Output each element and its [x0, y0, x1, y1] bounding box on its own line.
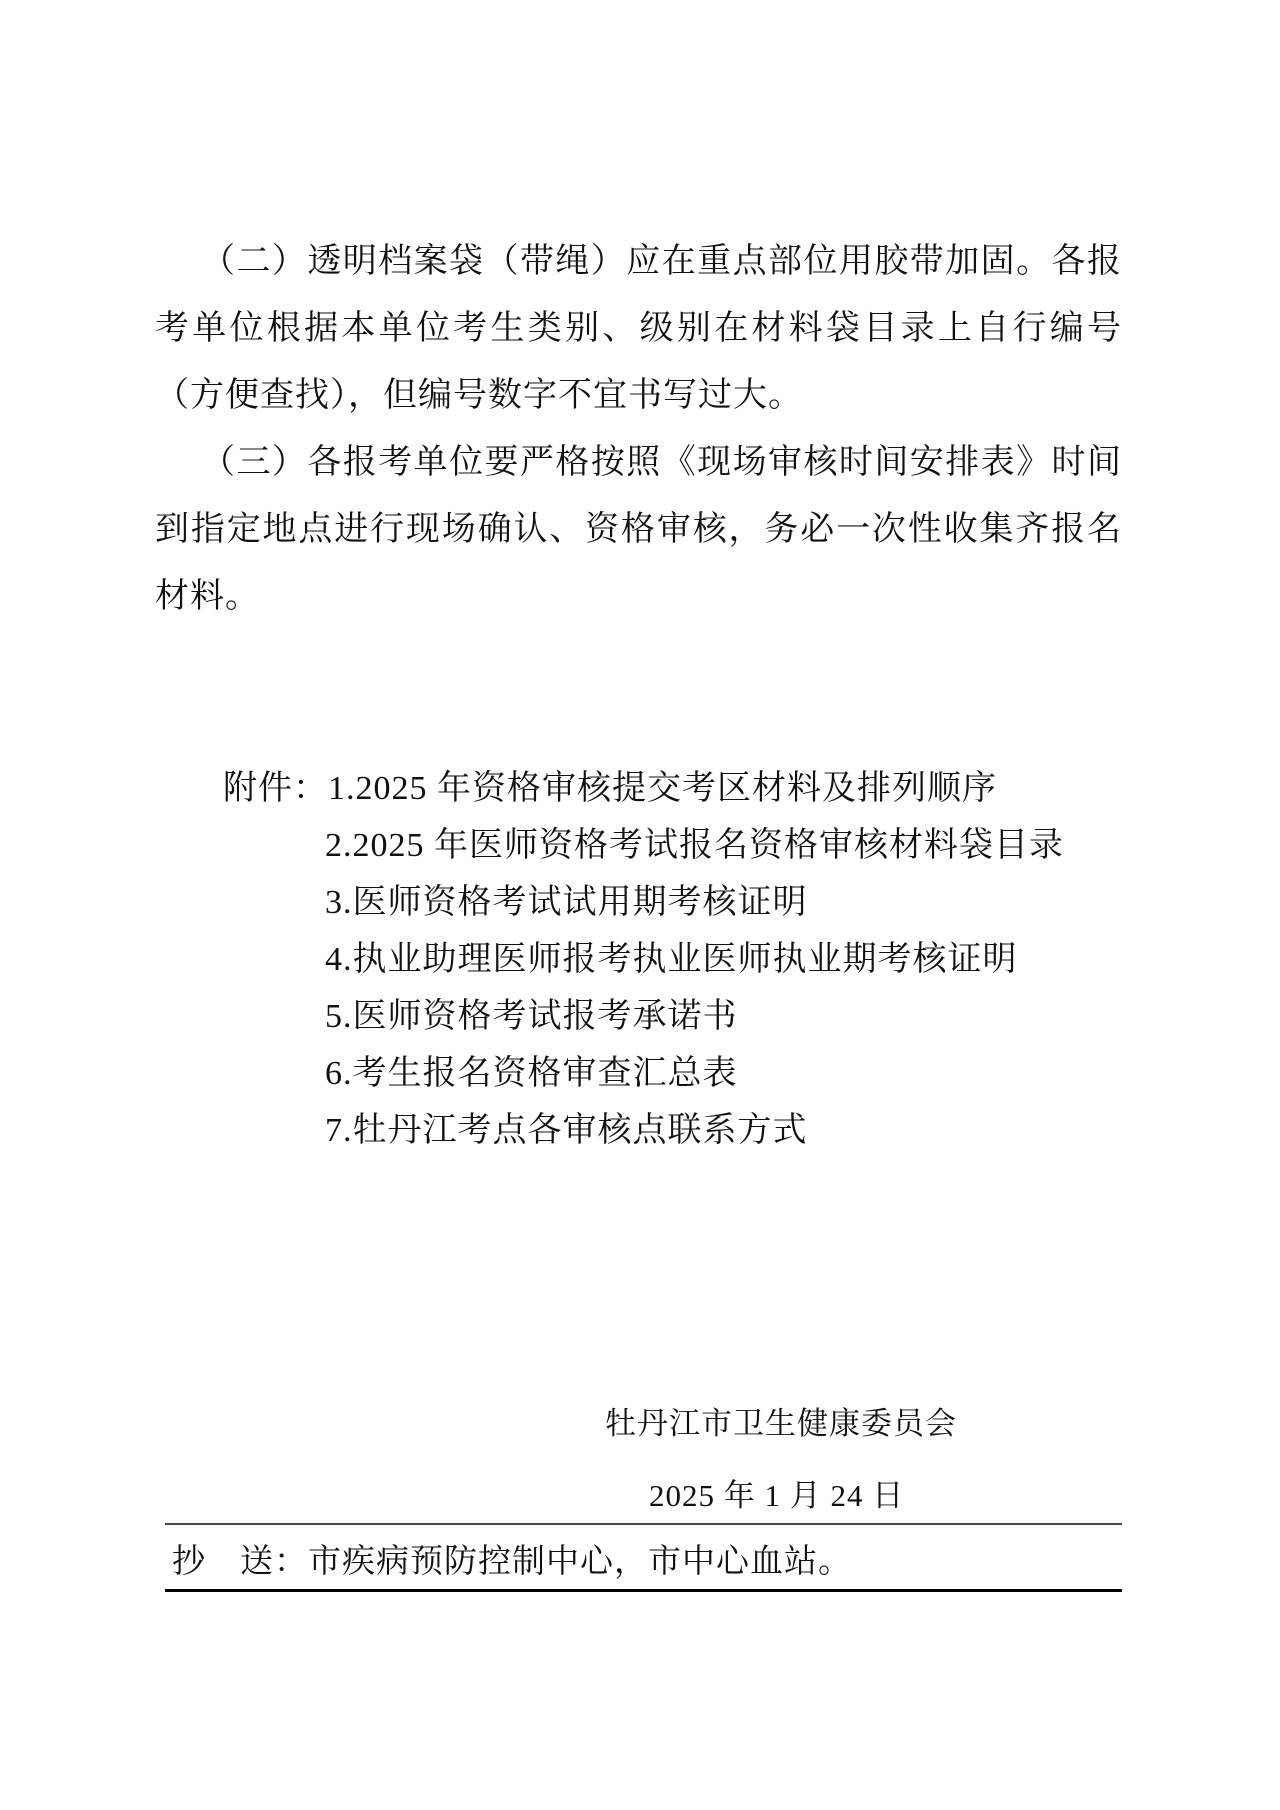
attachment-row — [223, 1102, 1123, 1159]
signature-date: 2025 年 1 月 24 日 — [649, 1478, 905, 1513]
attachment-item-7: 7.牡丹江考点各审核点联系方式 — [325, 1112, 808, 1149]
attachment-row — [223, 988, 1123, 1045]
attachment-item-5: 5.医师资格考试报考承诺书 — [325, 998, 738, 1035]
attachment-item-2: 2.2025 年医师资格考试报名资格审核材料袋目录 — [325, 827, 1064, 864]
cc-line: 抄 送：市疾病预防控制中心，市中心血站。 — [172, 1544, 852, 1580]
attachment-row — [223, 931, 1123, 988]
attachment-item-1: 1.2025 年资格审核提交考区材料及排列顺序 — [328, 770, 997, 807]
attachment-row — [223, 817, 1123, 874]
attachment-item-4: 4.执业助理医师报考执业医师执业期考核证明 — [325, 941, 1018, 978]
document-body — [155, 228, 1122, 630]
attachments-label: 附件： — [223, 770, 328, 807]
paragraph-item-3: （三）各报考单位要严格按照《现场审核时间安排表》时间到指定地点进行现场确认、资格审核，务必一次性收集齐报名材料。 — [155, 444, 1122, 615]
attachment-item-6: 6.考生报名资格审查汇总表 — [325, 1055, 738, 1092]
attachments-list — [223, 760, 1123, 1159]
cc-divider-top — [165, 1523, 1122, 1525]
paragraph-item-2: （二）透明档案袋（带绳）应在重点部位用胶带加固。各报考单位根据本单位考生类别、级别在材料袋目录上自行编号（方便查找），但编号数字不宜书写过大。 — [155, 243, 1122, 414]
cc-divider-bottom — [165, 1589, 1122, 1592]
attachment-row — [223, 760, 1123, 817]
attachment-row — [223, 1045, 1123, 1102]
attachment-row — [223, 874, 1123, 931]
attachment-item-3: 3.医师资格考试试用期考核证明 — [325, 884, 808, 921]
signature-organization: 牡丹江市卫生健康委员会 — [605, 1406, 957, 1441]
